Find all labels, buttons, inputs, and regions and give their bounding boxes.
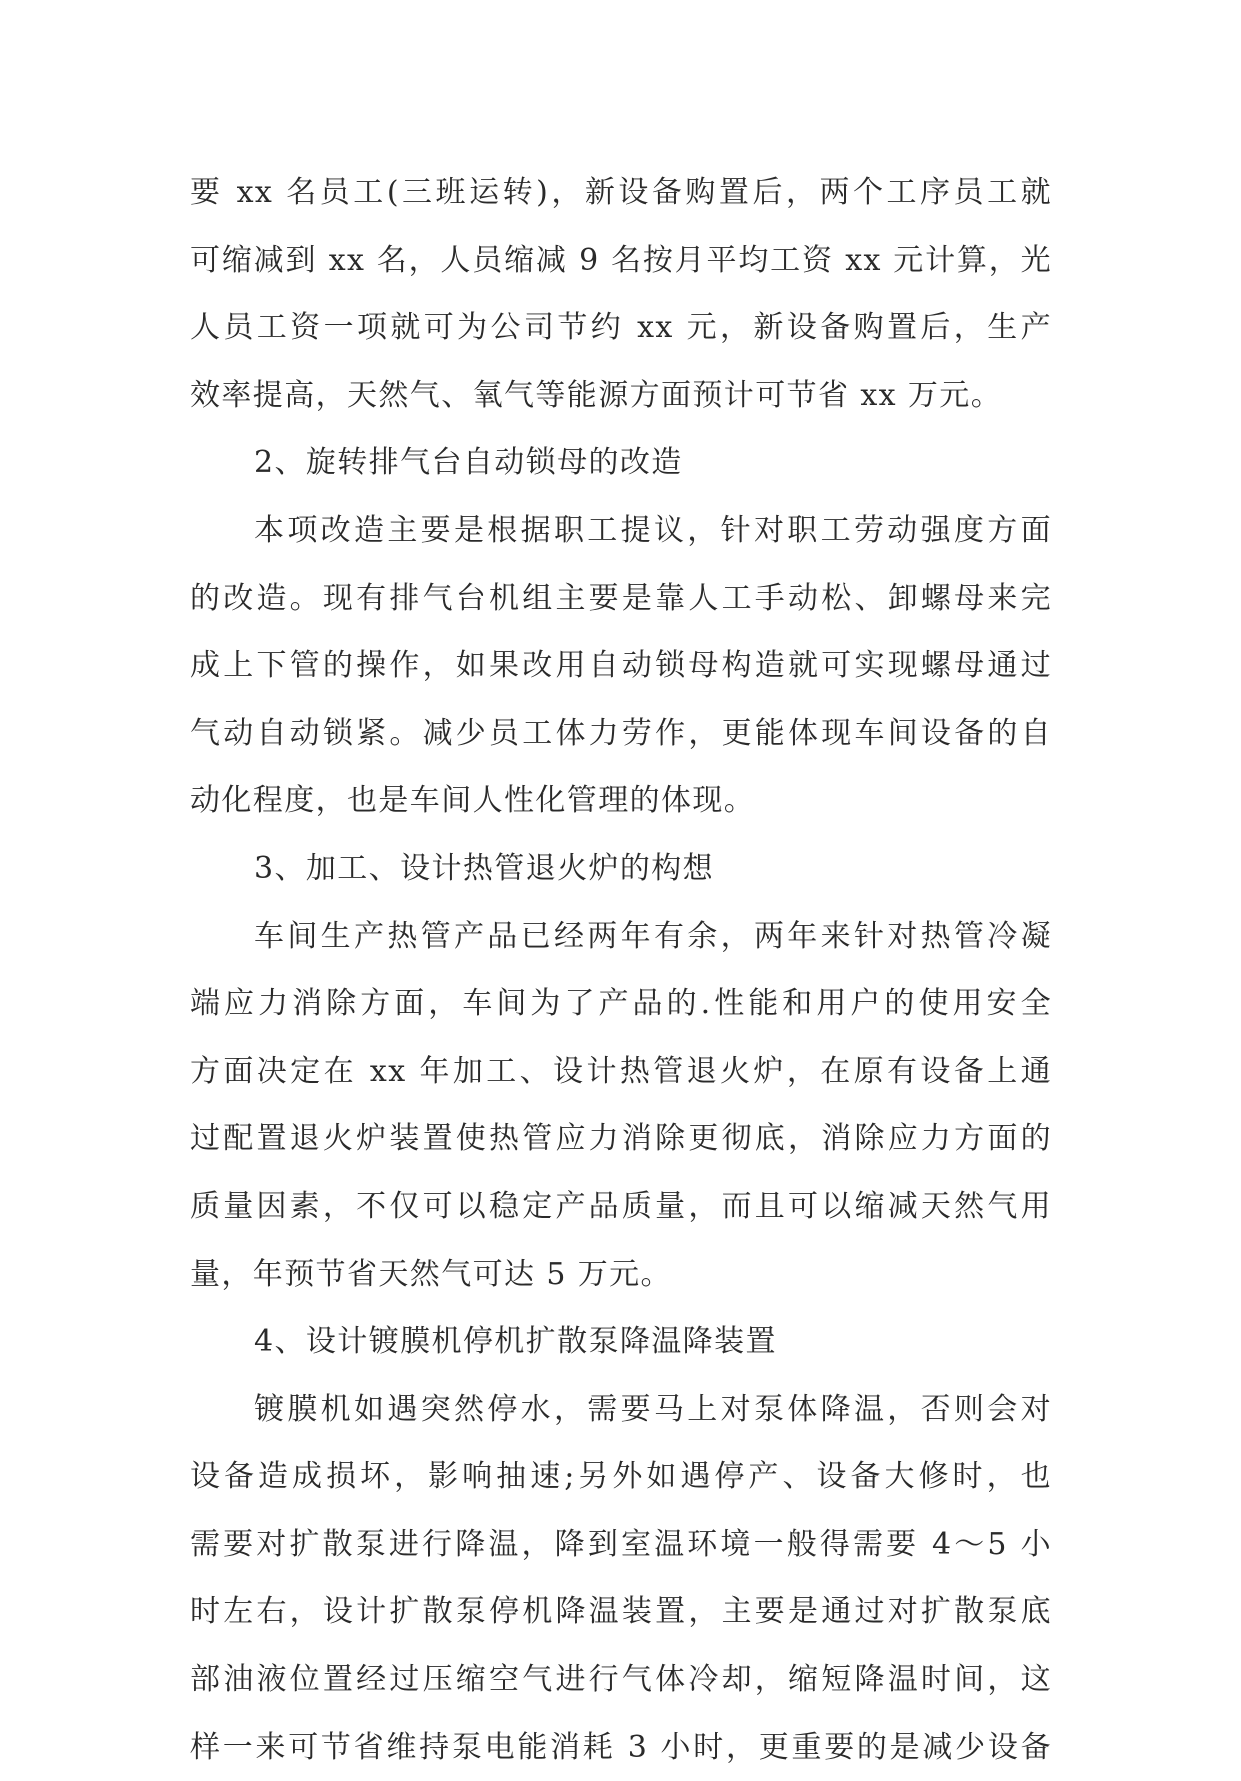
text-line: 方面决定在 xx 年加工、设计热管退火炉，在原有设备上通: [190, 1053, 1052, 1089]
text-line: 镀膜机如遇突然停水，需要马上对泵体降温，否则会对: [254, 1391, 1052, 1427]
text-line: 部油液位置经过压缩空气进行气体冷却，缩短降温时间，这: [190, 1662, 1052, 1698]
text-line: 可缩减到 xx 名，人员缩减 9 名按月平均工资 xx 元计算，光: [190, 242, 1052, 278]
text-line: 成上下管的操作，如果改用自动锁母构造就可实现螺母通过: [190, 648, 1052, 684]
document-body: [190, 159, 1052, 1781]
text-line: 气动自动锁紧。减少员工体力劳作，更能体现车间设备的自: [190, 715, 1052, 751]
text-line: 设备造成损坏，影响抽速;另外如遇停产、设备大修时，也: [190, 1459, 1052, 1495]
text-line: 人员工资一项就可为公司节约 xx 元，新设备购置后，生产: [190, 310, 1052, 346]
text-line: 本项改造主要是根据职工提议，针对职工劳动强度方面: [254, 512, 1052, 548]
text-line: 时左右，设计扩散泵停机降温装置，主要是通过对扩散泵底: [190, 1594, 1052, 1630]
section-heading: 3、加工、设计热管退火炉的构想: [254, 850, 715, 886]
text-line: 端应力消除方面，车间为了产品的.性能和用户的使用安全: [190, 986, 1052, 1022]
text-line: 过配置退火炉装置使热管应力消除更彻底，消除应力方面的: [190, 1121, 1052, 1157]
text-line: 动化程度，也是车间人性化管理的体现。: [190, 783, 756, 819]
text-line: 的改造。现有排气台机组主要是靠人工手动松、卸螺母来完: [190, 580, 1052, 616]
section-heading: 4、设计镀膜机停机扩散泵降温降装置: [254, 1324, 777, 1360]
text-line: 效率提高，天然气、氧气等能源方面预计可节省 xx 万元。: [190, 377, 1003, 413]
text-line: 量，年预节省天然气可达 5 万元。: [190, 1256, 672, 1292]
section-heading: 2、旋转排气台自动锁母的改造: [254, 445, 683, 481]
text-line: 需要对扩散泵进行降温，降到室温环境一般得需要 4～5 小: [190, 1526, 1052, 1562]
text-line: 质量因素，不仅可以稳定产品质量，而且可以缩减天然气用: [190, 1188, 1052, 1224]
text-line: 车间生产热管产品已经两年有余，两年来针对热管冷凝: [254, 918, 1052, 954]
text-line: 要 xx 名员工(三班运转)，新设备购置后，两个工序员工就: [190, 175, 1052, 210]
text-line: 样一来可节省维持泵电能消耗 3 小时，更重要的是减少设备: [190, 1729, 1052, 1765]
